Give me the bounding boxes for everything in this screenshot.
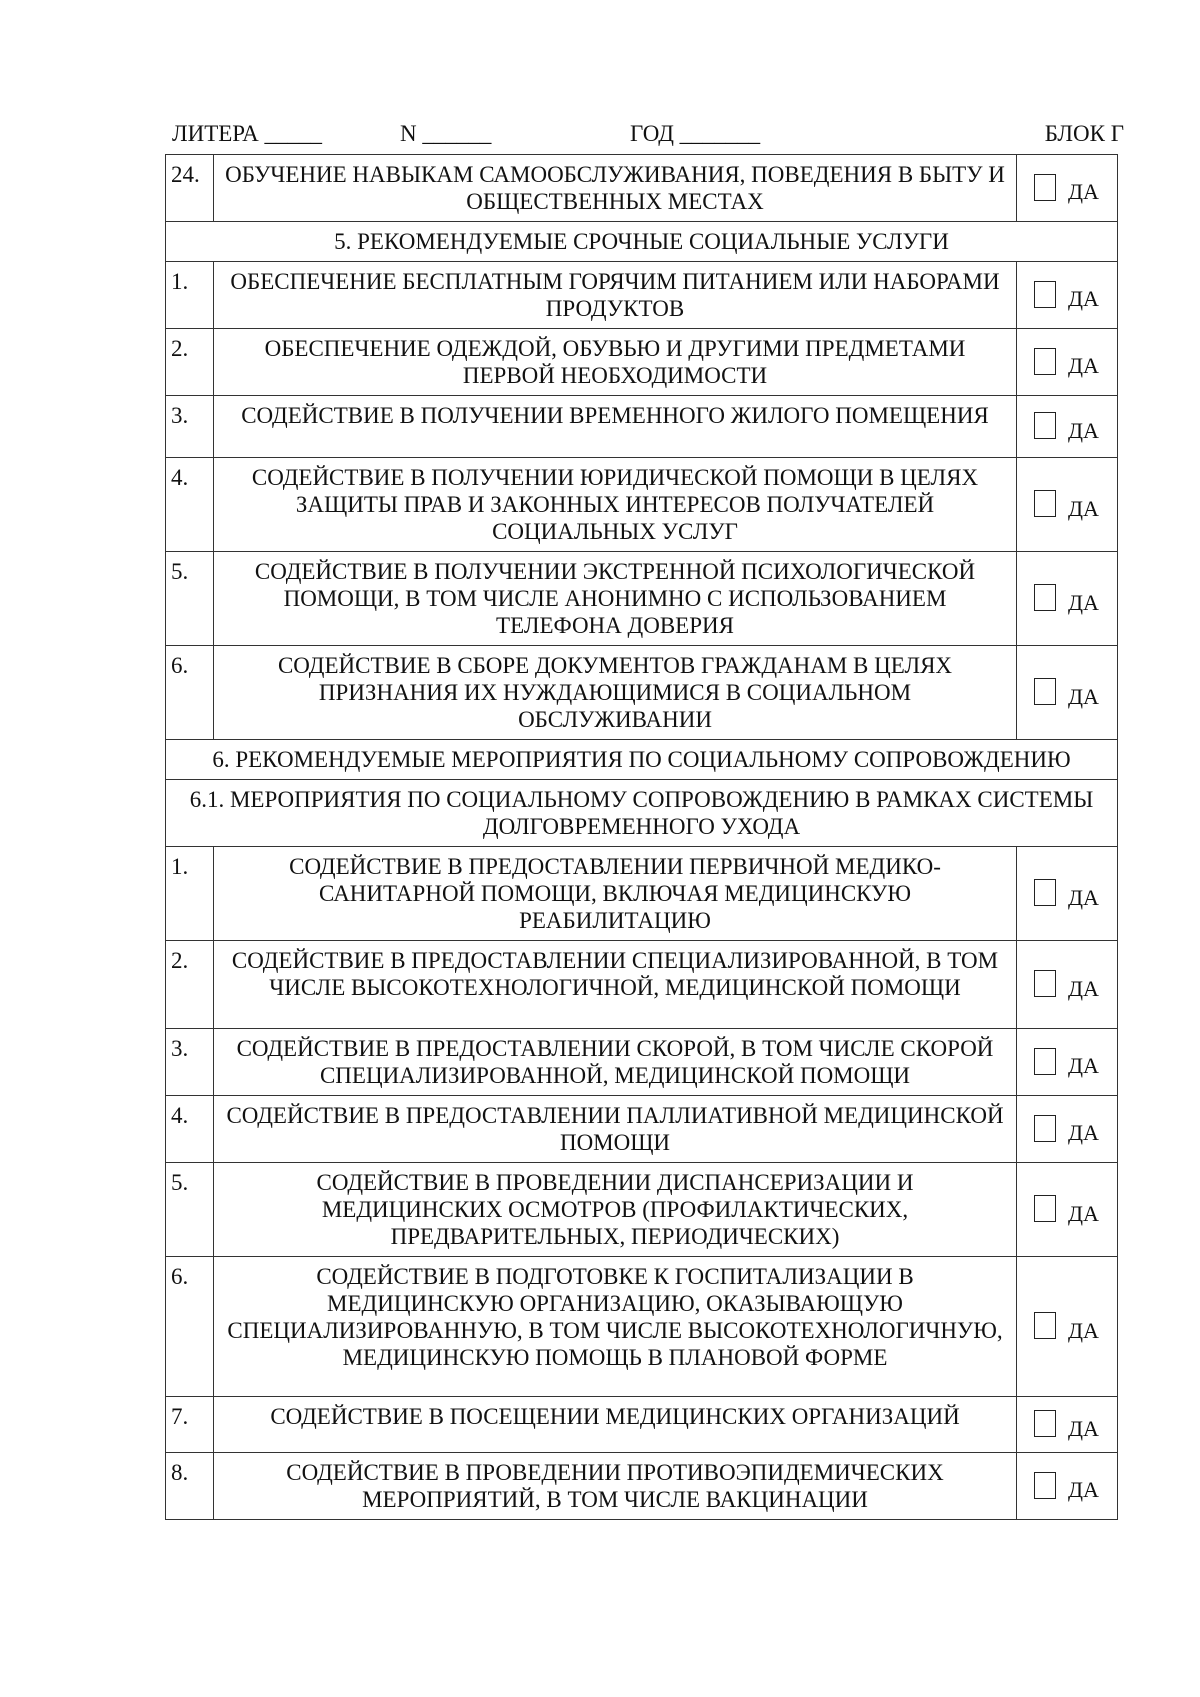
yes-cell [1017,1397,1118,1453]
yes-checkbox[interactable] [1034,1472,1056,1499]
table-row [166,396,1118,458]
table-row [166,552,1118,646]
service-description: СОДЕЙСТВИЕ В ПРОВЕДЕНИИ ДИСПАНСЕРИЗАЦИИ И МЕДИЦИНСКИХ ОСМОТРОВ (ПРОФИЛАКТИЧЕСКИХ, ПРЕДВАРИТЕЛЬНЫХ, ПЕРИОДИЧЕСКИХ) [214,1163,1017,1257]
yes-option[interactable] [1017,678,1117,708]
table-row [166,1029,1118,1096]
yes-cell [1017,847,1118,941]
yes-cell [1017,1096,1118,1163]
yes-cell [1017,155,1118,222]
table-row [166,847,1118,941]
yes-option[interactable] [1017,1312,1117,1342]
table-row [166,941,1118,1029]
service-description: СОДЕЙСТВИЕ В ПРЕДОСТАВЛЕНИИ СКОРОЙ, В ТОМ ЧИСЛЕ СКОРОЙ СПЕЦИАЛИЗИРОВАННОЙ, МЕДИЦИНСКОЙ ПОМОЩИ [214,1029,1017,1096]
table-row [166,1096,1118,1163]
yes-option[interactable] [1017,347,1117,377]
row-number: 7. [166,1397,214,1453]
block-label: БЛОК Г [1044,121,1124,146]
service-description: СОДЕЙСТВИЕ В СБОРЕ ДОКУМЕНТОВ ГРАЖДАНАМ В ЦЕЛЯХ ПРИЗНАНИЯ ИХ НУЖДАЮЩИМИСЯ В СОЦИАЛЬНОМ ОБСЛУЖИВАНИИ [214,646,1017,740]
yes-cell [1017,1257,1118,1397]
row-number: 3. [166,1029,214,1096]
yes-checkbox[interactable] [1034,490,1056,517]
table-row [166,1453,1118,1520]
section-row [166,740,1118,780]
yes-option[interactable] [1017,879,1117,909]
table-row [166,1257,1118,1397]
yes-cell [1017,1453,1118,1520]
table-row [166,1163,1118,1257]
services-table [165,154,1118,1520]
yes-label: ДА [1068,1120,1099,1145]
yes-checkbox[interactable] [1034,412,1056,439]
service-description: СОДЕЙСТВИЕ В ПОСЕЩЕНИИ МЕДИЦИНСКИХ ОРГАНИЗАЦИЙ [214,1397,1017,1453]
yes-cell [1017,396,1118,458]
yes-cell [1017,458,1118,552]
section-row [166,780,1118,847]
table-row [166,1397,1118,1453]
yes-option[interactable] [1017,412,1117,442]
table-row [166,458,1118,552]
yes-label: ДА [1068,495,1099,521]
yes-checkbox[interactable] [1034,1048,1056,1075]
service-description: СОДЕЙСТВИЕ В ПОЛУЧЕНИИ ВРЕМЕННОГО ЖИЛОГО ПОМЕЩЕНИЯ [214,396,1017,458]
yes-cell [1017,941,1118,1029]
yes-label: ДА [1068,1200,1099,1226]
yes-cell [1017,1163,1118,1257]
service-description: СОДЕЙСТВИЕ В ПРЕДОСТАВЛЕНИИ ПАЛЛИАТИВНОЙ МЕДИЦИНСКОЙ ПОМОЩИ [214,1096,1017,1163]
yes-checkbox[interactable] [1034,1115,1056,1142]
yes-label: ДА [1068,1053,1099,1078]
yes-checkbox[interactable] [1034,174,1056,201]
service-description: ОБЕСПЕЧЕНИЕ БЕСПЛАТНЫМ ГОРЯЧИМ ПИТАНИЕМ ИЛИ НАБОРАМИ ПРОДУКТОВ [214,262,1017,329]
yes-label: ДА [1068,179,1099,204]
table-row [166,329,1118,396]
yes-checkbox[interactable] [1034,1312,1056,1339]
yes-label: ДА [1068,975,1099,1001]
yes-cell [1017,1029,1118,1096]
yes-option[interactable] [1017,584,1117,614]
section-row [166,222,1118,262]
yes-label: ДА [1068,1415,1099,1441]
row-number: 5. [166,1163,214,1257]
yes-option[interactable] [1017,1114,1117,1144]
row-number: 2. [166,329,214,396]
yes-option[interactable] [1017,1195,1117,1225]
yes-cell [1017,329,1118,396]
yes-option[interactable] [1017,173,1117,203]
service-description: СОДЕЙСТВИЕ В ПРЕДОСТАВЛЕНИИ ПЕРВИЧНОЙ МЕДИКО-САНИТАРНОЙ ПОМОЩИ, ВКЛЮЧАЯ МЕДИЦИНСКУЮ РЕАБИЛИТАЦИЮ [214,847,1017,941]
yes-option[interactable] [1017,490,1117,520]
yes-checkbox[interactable] [1034,1410,1056,1437]
section-heading: 6. РЕКОМЕНДУЕМЫЕ МЕРОПРИЯТИЯ ПО СОЦИАЛЬНОМУ СОПРОВОЖДЕНИЮ [166,740,1118,780]
row-number: 3. [166,396,214,458]
section-heading: 6.1. МЕРОПРИЯТИЯ ПО СОЦИАЛЬНОМУ СОПРОВОЖДЕНИЮ В РАМКАХ СИСТЕМЫ ДОЛГОВРЕМЕННОГО УХОДА [166,780,1118,847]
yes-label: ДА [1068,286,1099,311]
yes-label: ДА [1068,884,1099,910]
yes-cell [1017,646,1118,740]
yes-option[interactable] [1017,970,1117,1000]
yes-checkbox[interactable] [1034,678,1056,705]
number-field[interactable]: N ______ [400,121,492,146]
row-number: 2. [166,941,214,1029]
yes-option[interactable] [1017,1410,1117,1440]
yes-cell [1017,262,1118,329]
yes-checkbox[interactable] [1034,970,1056,997]
service-description: ОБУЧЕНИЕ НАВЫКАМ САМООБСЛУЖИВАНИЯ, ПОВЕДЕНИЯ В БЫТУ И ОБЩЕСТВЕННЫХ МЕСТАХ [214,155,1017,222]
yes-checkbox[interactable] [1034,879,1056,906]
table-row [166,155,1118,222]
table-row [166,646,1118,740]
row-number: 4. [166,458,214,552]
yes-cell [1017,552,1118,646]
row-number: 1. [166,262,214,329]
row-number: 6. [166,1257,214,1397]
section-heading: 5. РЕКОМЕНДУЕМЫЕ СРОЧНЫЕ СОЦИАЛЬНЫЕ УСЛУГИ [166,222,1118,262]
yes-checkbox[interactable] [1034,348,1056,375]
service-description: СОДЕЙСТВИЕ В ПОДГОТОВКЕ К ГОСПИТАЛИЗАЦИИ В МЕДИЦИНСКУЮ ОРГАНИЗАЦИЮ, ОКАЗЫВАЮЩУЮ СПЕЦИАЛИЗИРОВАННУЮ, В ТОМ ЧИСЛЕ ВЫСОКОТЕХНОЛОГИЧНУЮ, МЕДИЦИНСКУЮ ПОМОЩЬ В ПЛАНОВОЙ ФОРМЕ [214,1257,1017,1397]
yes-label: ДА [1068,589,1099,615]
yes-checkbox[interactable] [1034,281,1056,308]
row-number: 6. [166,646,214,740]
year-field[interactable]: ГОД _______ [630,121,761,146]
yes-option[interactable] [1017,1471,1117,1501]
yes-label: ДА [1068,417,1099,443]
yes-option[interactable] [1017,280,1117,310]
yes-option[interactable] [1017,1047,1117,1077]
yes-label: ДА [1068,1317,1099,1343]
row-number: 24. [166,155,214,222]
yes-label: ДА [1068,683,1099,709]
row-number: 5. [166,552,214,646]
service-description: СОДЕЙСТВИЕ В ПОЛУЧЕНИИ ЮРИДИЧЕСКОЙ ПОМОЩИ В ЦЕЛЯХ ЗАЩИТЫ ПРАВ И ЗАКОННЫХ ИНТЕРЕСОВ ПОЛУЧАТЕЛЕЙ СОЦИАЛЬНЫХ УСЛУГ [214,458,1017,552]
service-description: СОДЕЙСТВИЕ В ПОЛУЧЕНИИ ЭКСТРЕННОЙ ПСИХОЛОГИЧЕСКОЙ ПОМОЩИ, В ТОМ ЧИСЛЕ АНОНИМНО С ИСПОЛЬЗОВАНИЕМ ТЕЛЕФОНА ДОВЕРИЯ [214,552,1017,646]
page-header [172,120,1124,148]
service-description: СОДЕЙСТВИЕ В ПРОВЕДЕНИИ ПРОТИВОЭПИДЕМИЧЕСКИХ МЕРОПРИЯТИЙ, В ТОМ ЧИСЛЕ ВАКЦИНАЦИИ [214,1453,1017,1520]
table-row [166,262,1118,329]
yes-label: ДА [1068,353,1099,378]
row-number: 4. [166,1096,214,1163]
row-number: 1. [166,847,214,941]
yes-checkbox[interactable] [1034,584,1056,611]
service-description: ОБЕСПЕЧЕНИЕ ОДЕЖДОЙ, ОБУВЬЮ И ДРУГИМИ ПРЕДМЕТАМИ ПЕРВОЙ НЕОБХОДИМОСТИ [214,329,1017,396]
yes-checkbox[interactable] [1034,1195,1056,1222]
yes-label: ДА [1068,1477,1099,1502]
row-number: 8. [166,1453,214,1520]
litera-field[interactable]: ЛИТЕРА _____ [172,121,323,146]
service-description: СОДЕЙСТВИЕ В ПРЕДОСТАВЛЕНИИ СПЕЦИАЛИЗИРОВАННОЙ, В ТОМ ЧИСЛЕ ВЫСОКОТЕХНОЛОГИЧНОЙ, МЕДИЦИНСКОЙ ПОМОЩИ [214,941,1017,1029]
